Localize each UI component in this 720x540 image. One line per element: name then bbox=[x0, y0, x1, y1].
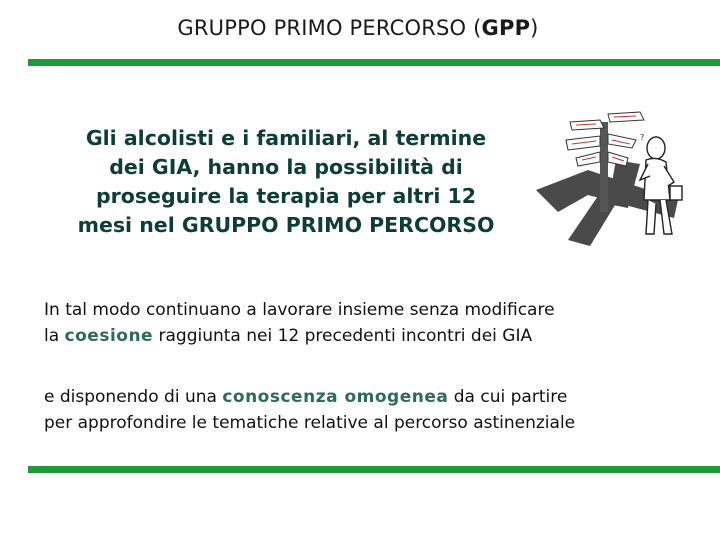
headline bbox=[36, 124, 536, 240]
text-run: da cui partire bbox=[448, 387, 568, 407]
headline-line: Gli alcolisti e i familiari, al termine bbox=[85, 126, 487, 150]
text-run: la bbox=[44, 326, 65, 346]
man-figure bbox=[640, 137, 682, 234]
paragraph-conoscenza bbox=[44, 384, 704, 436]
headline-line: dei GIA, hanno la possibilità di bbox=[109, 155, 463, 179]
signpost-pole bbox=[600, 122, 608, 212]
paragraph-line: In tal modo continuano a lavorare insieme senza modificare bbox=[44, 300, 555, 320]
highlight-coesione: coesione bbox=[64, 326, 154, 346]
slide-title bbox=[0, 16, 716, 40]
headline-line: proseguire la terapia per altri 12 bbox=[95, 184, 477, 208]
text-run: e disponendo di una bbox=[44, 387, 223, 407]
paragraph-coesione bbox=[44, 297, 704, 349]
slide-title-prefix: GRUPPO PRIMO PERCORSO ( bbox=[177, 16, 482, 40]
top-green-rule bbox=[28, 59, 720, 66]
text-run: raggiunta nei 12 precedenti incontri dei GIA bbox=[153, 326, 533, 346]
slide-title-acronym: GPP bbox=[481, 16, 531, 40]
paragraph-line bbox=[44, 323, 704, 349]
paragraph-line bbox=[44, 384, 704, 410]
confused-man-at-signpost-icon bbox=[528, 100, 698, 250]
highlight-conoscenza-omogenea: conoscenza omogenea bbox=[222, 387, 449, 407]
headline-line: mesi nel GRUPPO PRIMO PERCORSO bbox=[77, 213, 495, 237]
paragraph-line: per approfondire le tematiche relative al percorso astinenziale bbox=[44, 413, 576, 433]
bottom-green-rule bbox=[28, 466, 720, 473]
slide-title-suffix: ) bbox=[530, 16, 539, 40]
question-mark-icon: ? bbox=[640, 133, 645, 142]
